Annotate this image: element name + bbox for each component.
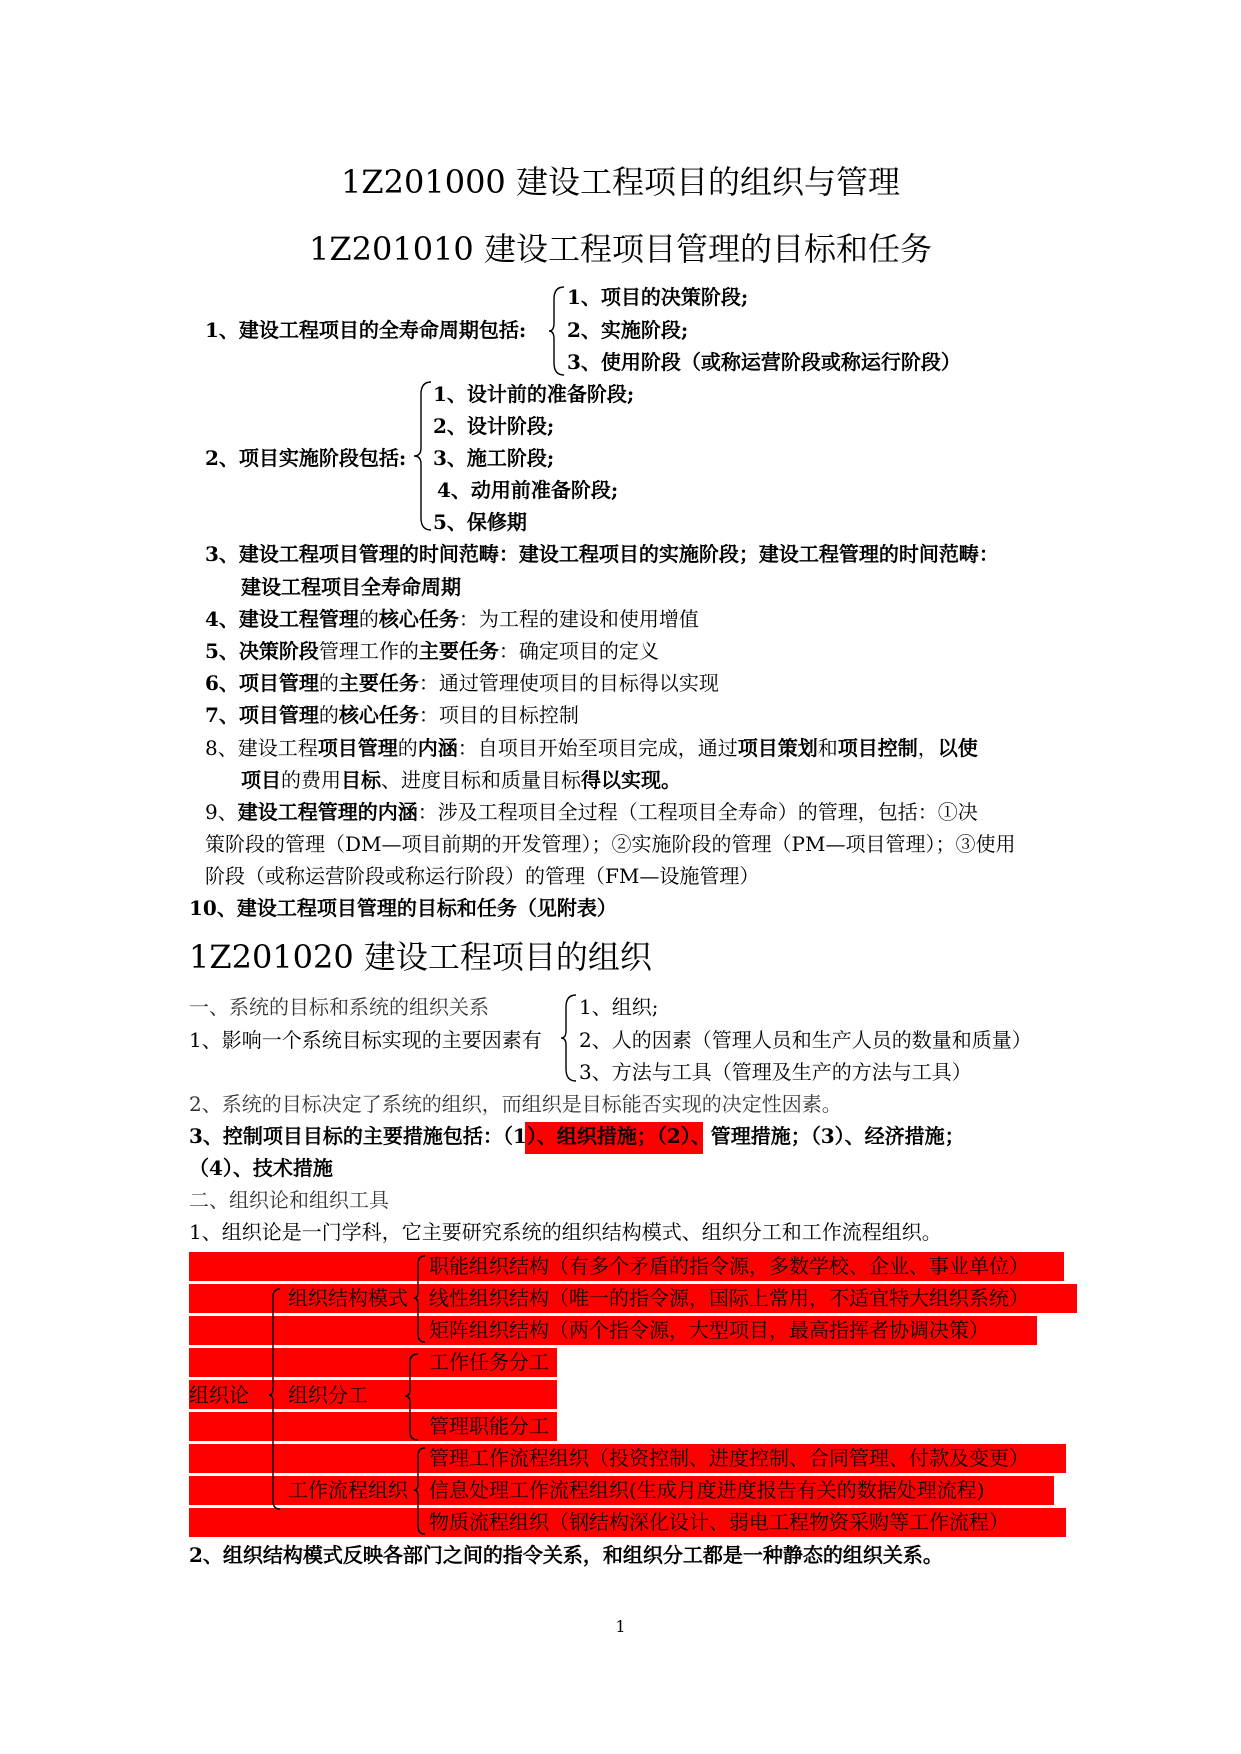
division-label: 组织分工 [288,1383,368,1407]
section-title-1z201020: 1Z201020 建设工程项目的组织 [189,938,652,976]
item-7: 7、项目管理的核心任务：项目的目标控制 [205,703,579,727]
org-theory-root: 组织论 [189,1383,249,1407]
lifecycle-option: 3、使用阶段（或称运营阶段或称运行阶段） [567,350,961,374]
lifecycle-option: 1、项目的决策阶段; [567,285,749,309]
section-title-1z201010: 1Z201010 建设工程项目管理的目标和任务 [309,230,932,268]
control-measures-line1: 3、控制项目目标的主要措施包括：（1）、组织措施；（2）、管理措施；（3）、经济措施； [189,1124,965,1148]
lifecycle-brace [548,285,568,377]
org-theory-brace [268,1287,282,1511]
item-6: 6、项目管理的主要任务：通过管理使项目的目标得以实现 [205,671,719,695]
factors-brace [560,993,580,1083]
division-item: 管理职能分工 [429,1414,549,1438]
structure-item: 线性组织结构（唯一的指令源，国际上常用，不适宜特大组织系统） [429,1286,1029,1310]
heading-org-theory: 二、组织论和组织工具 [189,1188,389,1212]
heading-system-goals: 一、系统的目标和系统的组织关系 [189,995,489,1019]
item-4: 4、建设工程管理的核心任务：为工程的建设和使用增值 [205,607,699,631]
structure-label: 组织结构模式 [288,1286,408,1310]
item-5: 5、决策阶段管理工作的主要任务：确定项目的定义 [205,639,659,663]
implementation-option: 1、设计前的准备阶段; [433,382,635,406]
implementation-option: 2、设计阶段; [433,414,555,438]
org-theory-definition: 1、组织论是一门学科，它主要研究系统的组织结构模式、组织分工和工作流程组织。 [189,1220,942,1244]
time-scope-line2: 建设工程项目全寿命周期 [241,575,461,599]
division-item: 工作任务分工 [429,1350,549,1374]
workflow-label: 工作流程组织 [288,1478,408,1502]
workflow-item: 管理工作流程组织（投资控制、进度控制、合同管理、付款及变更） [429,1446,1029,1470]
implementation-option: 5、保修期 [433,510,527,534]
structure-item: 职能组织结构（有多个矛盾的指令源，多数学校、企业、事业单位） [429,1254,1029,1278]
item-9-line1: 9、建设工程管理的内涵：涉及工程项目全过程（工程项目全寿命）的管理，包括：①决 [205,800,978,824]
item-8-line2: 项目的费用目标、进度目标和质量目标得以实现。 [241,768,681,792]
factor-item: 1、组织; [579,995,659,1019]
time-scope-line1: 3、建设工程项目管理的时间范畴：建设工程项目的实施阶段；建设工程管理的时间范畴： [205,542,999,566]
workflow-item: 物质流程组织（钢结构深化设计、弱电工程物资采购等工作流程） [429,1510,1009,1534]
item-9-line3: 阶段（或称运营阶段或称运行阶段）的管理（FM—设施管理） [205,864,760,888]
structure-item: 矩阵组织结构（两个指令源，大型项目，最高指挥者协调决策） [429,1318,989,1342]
item-9-line2: 策阶段的管理（DM—项目前期的开发管理）；②实施阶段的管理（PM—项目管理）；③使用 [205,832,1016,856]
implementation-option: 3、施工阶段; [433,446,555,470]
workflow-brace [413,1446,427,1536]
factors-label: 1、影响一个系统目标实现的主要因素有 [189,1028,542,1052]
division-brace [404,1352,420,1442]
lifecycle-label: 1、建设工程项目的全寿命周期包括: [205,318,527,342]
structure-brace [413,1254,427,1344]
item-10: 10、建设工程项目管理的目标和任务（见附表） [189,896,617,920]
factor-item: 2、人的因素（管理人员和生产人员的数量和质量） [579,1028,1032,1052]
workflow-item: 信息处理工作流程组织(生成月度进度报告有关的数据处理流程) [429,1478,985,1502]
control-measures-line2: （4）、技术措施 [189,1156,333,1180]
document-title: 1Z201000 建设工程项目的组织与管理 [341,163,900,201]
factor-item: 3、方法与工具（管理及生产的方法与工具） [579,1060,972,1084]
item-8-line1: 8、建设工程项目管理的内涵：自项目开始至项目完成，通过项目策划和项目控制，以使 [205,736,978,760]
item-goals-decide-org: 2、系统的目标决定了系统的组织，而组织是目标能否实现的决定性因素。 [189,1092,842,1116]
org-structure-static: 2、组织结构模式反映各部门之间的指令关系，和组织分工都是一种静态的组织关系。 [189,1543,943,1567]
implementation-option: 4、动用前准备阶段; [437,478,619,502]
page-number: 1 [615,1617,626,1636]
implementation-brace [413,380,435,532]
implementation-label: 2、项目实施阶段包括: [205,446,407,470]
lifecycle-option: 2、实施阶段; [567,318,689,342]
